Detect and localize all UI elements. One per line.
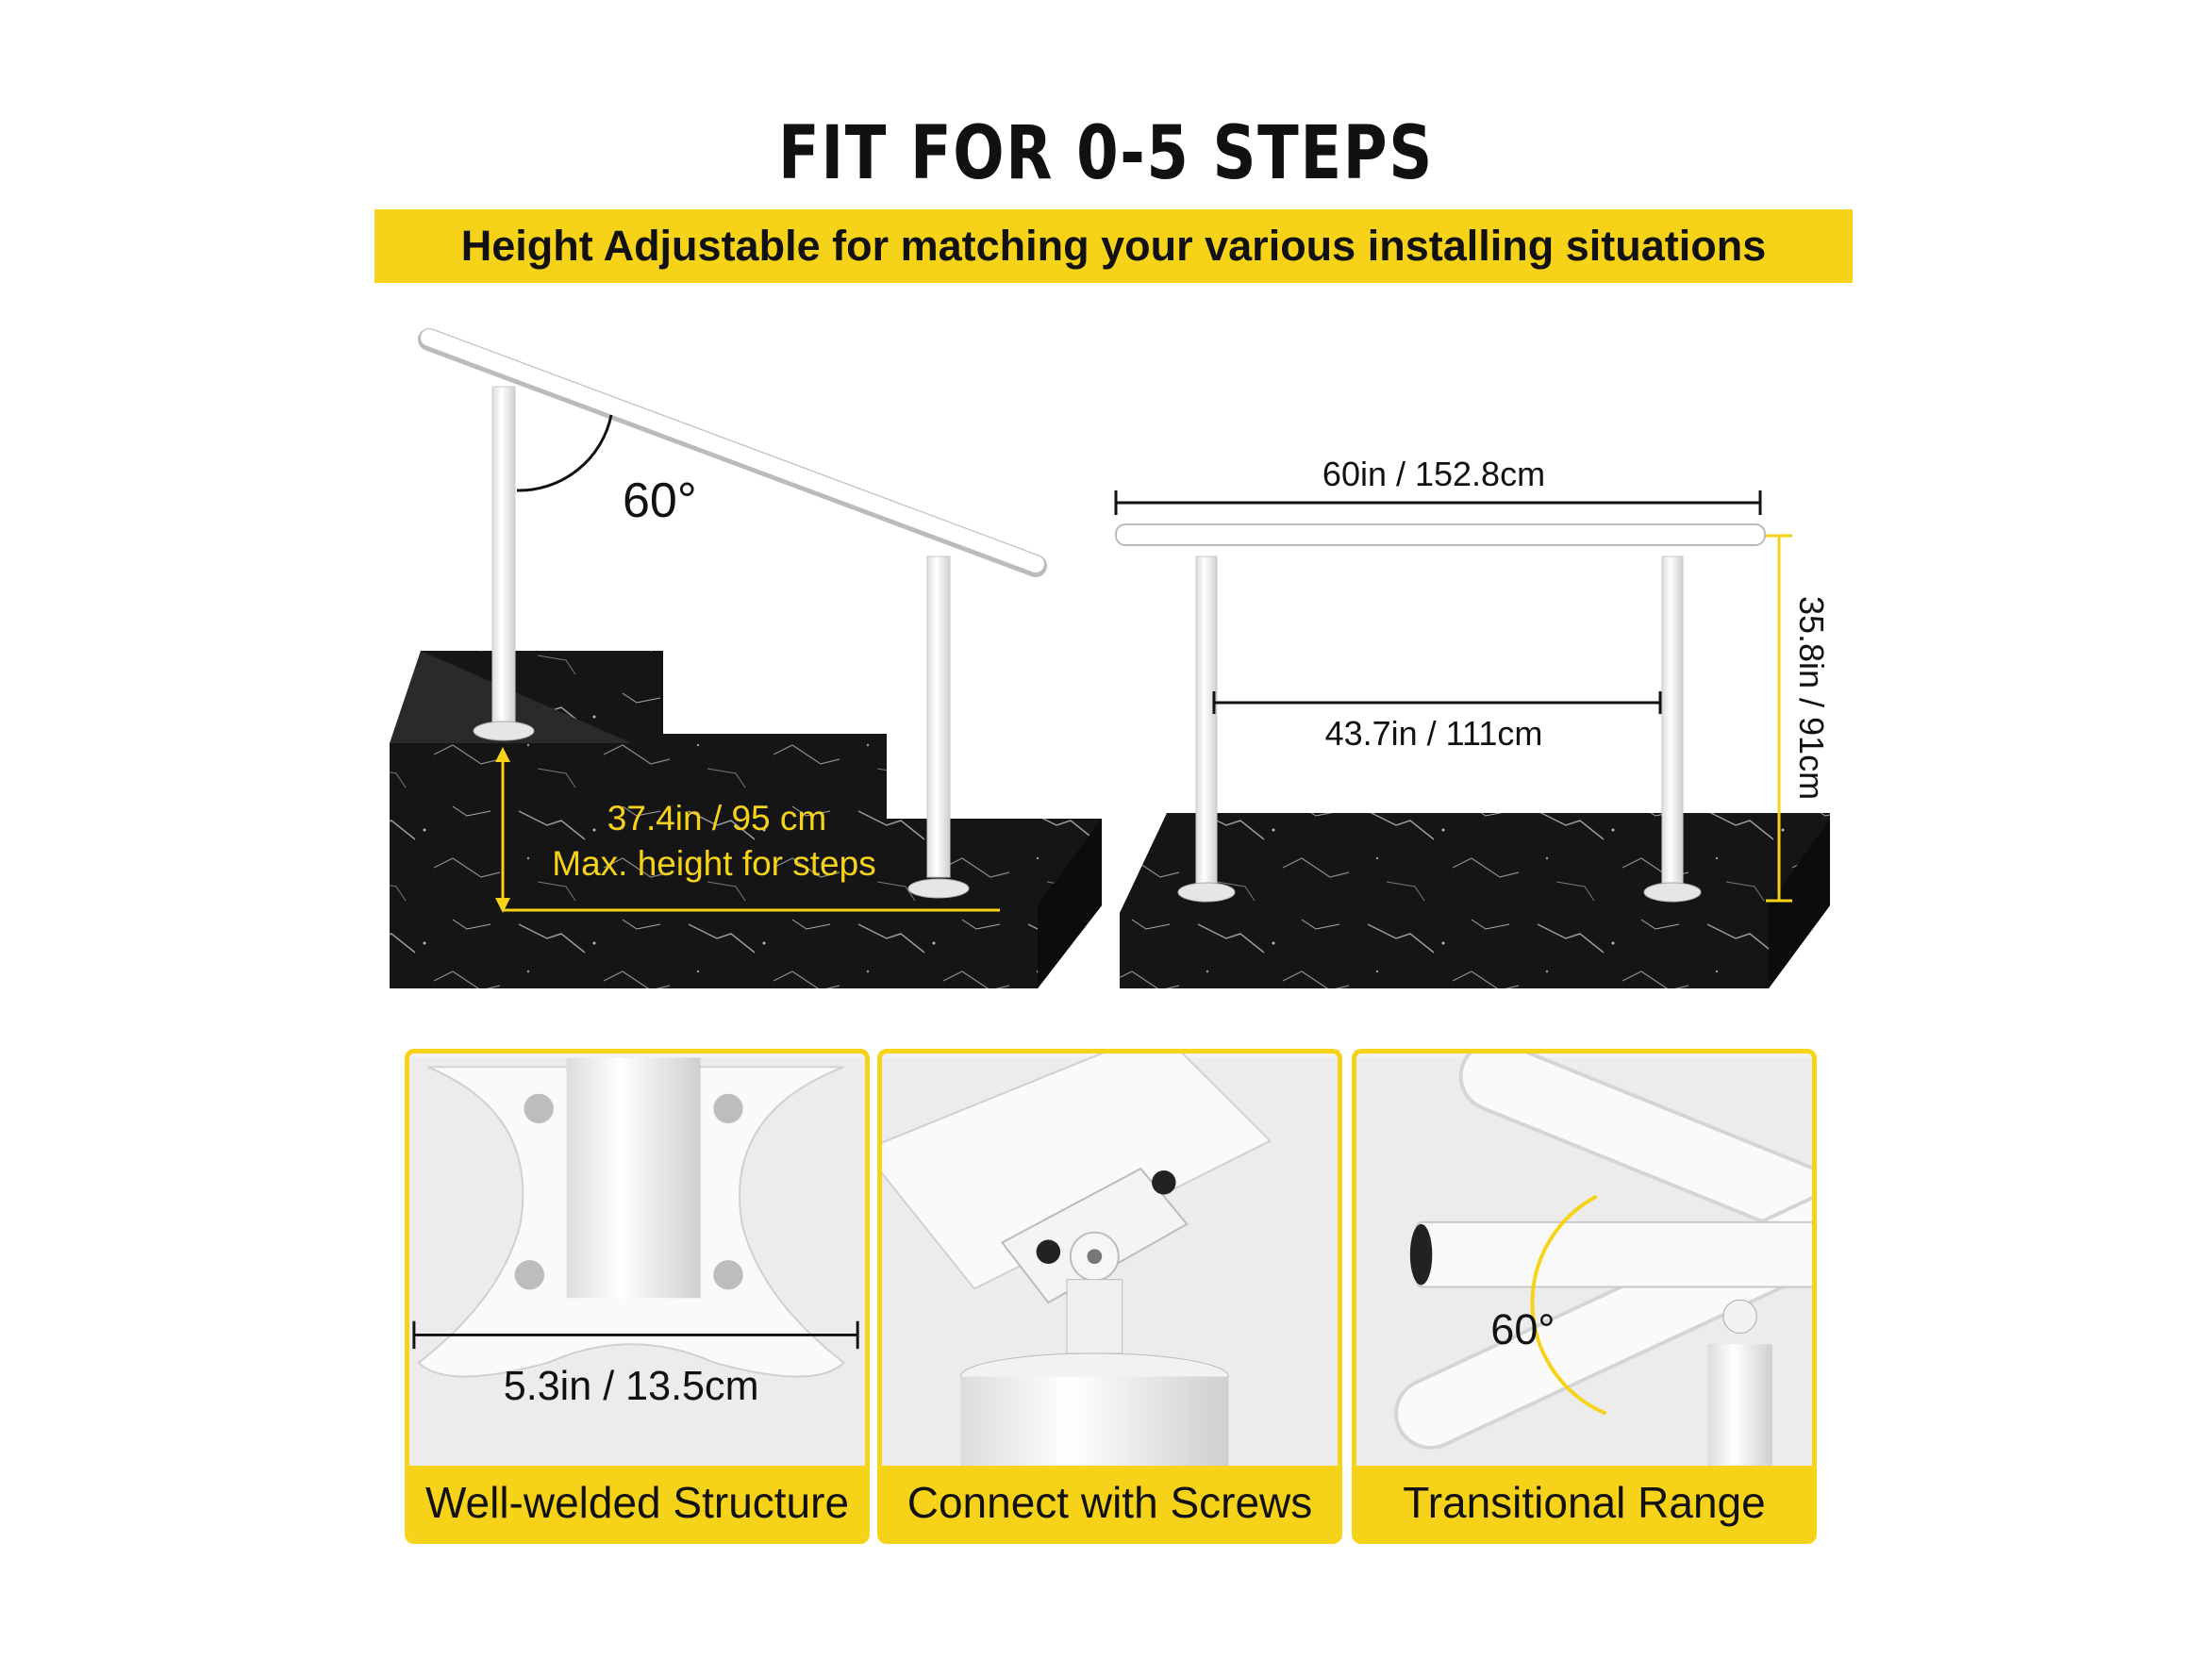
page-title: FIT FOR 0-5 STEPS xyxy=(777,111,1435,196)
panel-label-connect-screws: Connect with Screws xyxy=(906,1478,1313,1527)
left-height-caption: Max. height for steps xyxy=(552,844,876,883)
panel-label-bar xyxy=(882,1466,1338,1539)
right-platform xyxy=(1120,813,1830,988)
screw-connector-image xyxy=(882,1053,1338,1473)
subtitle-text: Height Adjustable for matching your various installing situations xyxy=(460,222,1767,270)
right-spacing-dimension xyxy=(1214,691,1660,714)
panel-transitional-range xyxy=(1352,1049,1817,1544)
right-length-dimension xyxy=(1116,490,1760,515)
left-height-label: 37.4in / 95 cm xyxy=(607,799,827,838)
base-plate-dimension: 5.3in / 13.5cm xyxy=(503,1364,759,1410)
right-spacing-label: 43.7in / 111cm xyxy=(1324,714,1543,753)
right-length-label: 60in / 152.8cm xyxy=(1322,455,1546,493)
panel-label-bar xyxy=(1356,1466,1812,1539)
right-height-label: 35.8in / 91cm xyxy=(1792,595,1831,801)
base-plate-image xyxy=(409,1053,865,1473)
swivel-angle-image xyxy=(1356,1053,1812,1473)
panel-label-bar xyxy=(409,1466,865,1539)
panel-well-welded xyxy=(405,1049,870,1544)
panel-connect-screws xyxy=(877,1049,1342,1544)
panel-label-transitional-range: Transitional Range xyxy=(1403,1478,1766,1527)
transitional-angle-label: 60° xyxy=(1490,1305,1555,1354)
panel-label-well-welded: Well-welded Structure xyxy=(424,1478,850,1527)
left-angle-label: 60° xyxy=(623,473,697,528)
